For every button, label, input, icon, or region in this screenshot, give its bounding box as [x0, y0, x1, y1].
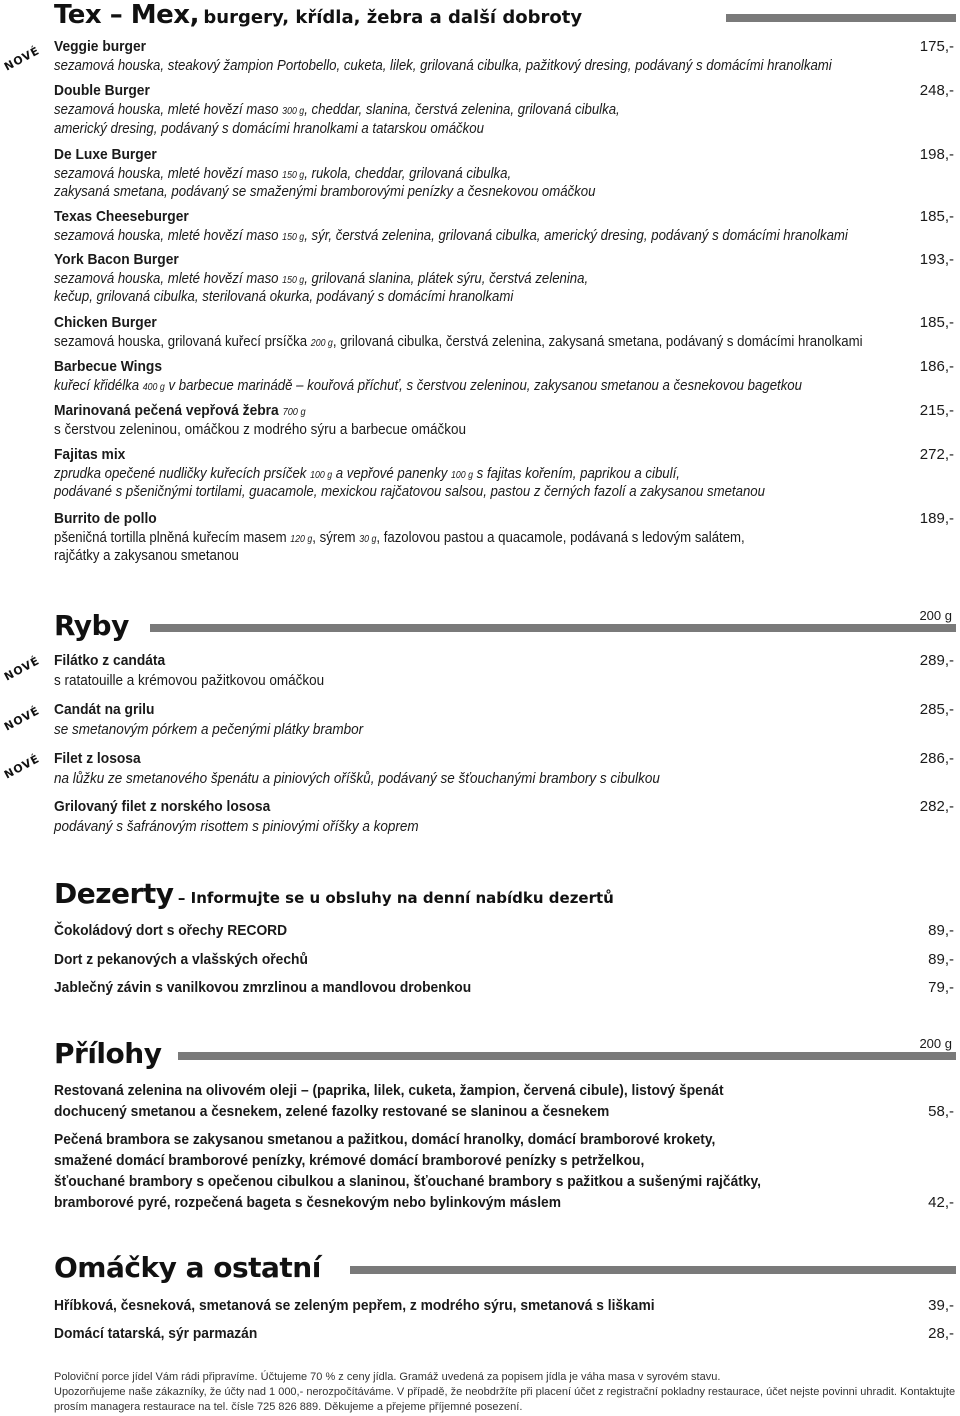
- menu-item-name: Grilovaný filet z norského lososa: [54, 798, 271, 815]
- section-title: Přílohy: [54, 1037, 162, 1070]
- new-badge: NOVÉ: [2, 752, 42, 782]
- section-subtitle: – Informujte se u obsluhy na denní nabídku dezertů: [177, 889, 614, 907]
- menu-item-name: Domácí tatarská, sýr parmazán: [54, 1325, 258, 1342]
- menu-item-desc: pšeničná tortilla plněná kuřecím masem 120 g, sýrem 30 g, fazolovou pastou a quacamole, podávaná s ledovým salátem,: [54, 529, 745, 546]
- menu-item-price: 89,-: [928, 922, 954, 939]
- menu-item-desc: sezamová houska, mleté hovězí maso 150 g, sýr, čerstvá zelenina, grilovaná cibulka, americký dresing, podávaný s domácími hranolkami: [54, 227, 848, 244]
- menu-item-desc: kečup, grilovaná cibulka, sterilovaná okurka, podávaný s domácími hranolkami: [54, 288, 514, 305]
- menu-item-price: 272,-: [919, 446, 954, 463]
- menu-item-name: Restovaná zelenina na olivovém oleji – (paprika, lilek, cuketa, žampion, červená cibule), listový špenát: [54, 1082, 724, 1099]
- menu-item-price: 58,-: [928, 1103, 954, 1120]
- menu-item-name: smažené domácí bramborové penízky, krémové domácí bramborové penízky s petrželkou,: [54, 1152, 645, 1169]
- footer-note: Upozorňujeme naše zákazníky, že účty nad 1 000,- nerozpočítáváme. V případě, že neobdržíte při placení účet z registrační pokladny restaurace, účet nejste povinni uhradit. Kontaktujte: [54, 1386, 956, 1398]
- footer-note: prosím managera restaurace na tel. čísle 725 826 889. Děkujeme a přejeme příjemné posezení.: [54, 1401, 523, 1413]
- menu-item-desc: se smetanovým pórkem a pečenými plátky brambor: [54, 721, 364, 738]
- new-badge: NOVÉ: [2, 654, 42, 684]
- section-rule: [150, 624, 956, 632]
- menu-item-price: 186,-: [919, 358, 954, 375]
- footer-note: Poloviční porce jídel Vám rádi připravíme. Účtujeme 70 % z ceny jídla. Gramáž uvedená za popisem jídla je váha masa v syrovém stavu.: [54, 1371, 721, 1383]
- menu-item-desc: sezamová houska, mleté hovězí maso 150 g, grilovaná slanina, plátek sýru, čerstvá zelenina,: [54, 270, 589, 287]
- menu-item-desc: zakysaná smetana, podávaný se smaženými bramborovými penízky a česnekovou omáčkou: [54, 183, 596, 200]
- menu-item-desc: s čerstvou zeleninou, omáčkou z modrého sýru a barbecue omáčkou: [54, 421, 466, 438]
- menu-item-price: 185,-: [919, 314, 954, 331]
- menu-item-price: 185,-: [919, 208, 954, 225]
- menu-item-price: 289,-: [919, 652, 954, 669]
- menu-item-price: 42,-: [928, 1194, 954, 1211]
- menu-item-name: šťouchané brambory s opečenou cibulkou a slaninou, šťouchané brambory s pažitkou a sušenými rajčátky,: [54, 1173, 762, 1190]
- new-badge: NOVÉ: [2, 704, 42, 734]
- menu-item-name: Jablečný závin s vanilkovou zmrzlinou a mandlovou drobenkou: [54, 979, 472, 996]
- section-dezerty-header: [54, 877, 614, 910]
- section-rule: [178, 1052, 956, 1060]
- menu-item-name: Burrito de pollo: [54, 510, 157, 527]
- menu-item-price: 89,-: [928, 951, 954, 968]
- menu-item-desc: sezamová houska, mleté hovězí maso 150 g, rukola, cheddar, grilovaná cibulka,: [54, 165, 512, 182]
- menu-item-name: Candát na grilu: [54, 701, 155, 718]
- menu-item-name: Fajitas mix: [54, 446, 126, 463]
- menu-item-name: dochucený smetanou a česnekem, zelené fazolky restované se slaninou a česnekem: [54, 1103, 610, 1120]
- menu-item-desc: zprudka opečené nudličky kuřecích prsíček 100 g a vepřové panenky 100 g s fajitas kořením, paprikou a cibulí,: [54, 465, 680, 482]
- menu-item-name: Chicken Burger: [54, 314, 157, 331]
- menu-item-name: Texas Cheeseburger: [54, 208, 189, 225]
- menu-item-name: Filet z lososa: [54, 750, 141, 767]
- menu-item-desc: kuřecí křidélka 400 g v barbecue marinádě – kouřová příchuť, s čerstvou zeleninou, zakysanou smetanou a česnekovou bagetkou: [54, 377, 803, 394]
- menu-item-name: York Bacon Burger: [54, 251, 179, 268]
- section-subtitle: burgery, křídla, žebra a další dobroty: [203, 7, 583, 28]
- menu-item-desc: sezamová houska, steakový žampion Portobello, cuketa, lilek, grilovaná cibulka, pažitkový dresing, podávaný s domácími hranolkami: [54, 57, 832, 74]
- section-title: Tex – Mex,: [54, 0, 199, 30]
- menu-item-desc: podávané s pšeničnými tortilami, guacamole, mexickou rajčatovou salsou, pastou z černých fazolí a zakysanou smetanou: [54, 483, 765, 500]
- section-weight: 200 g: [919, 608, 952, 623]
- menu-item-desc: s ratatouille a krémovou pažitkovou omáčkou: [54, 672, 325, 689]
- menu-item-desc: na lůžku ze smetanového špenátu a piniových oříšků, podávaný se šťouchanými brambory s cibulkou: [54, 770, 660, 787]
- menu-item-price: 79,-: [928, 979, 954, 996]
- menu-item-name: Hříbková, česneková, smetanová se zeleným pepřem, z modrého sýru, smetanová s liškami: [54, 1297, 655, 1314]
- menu-item-price: 28,-: [928, 1325, 954, 1342]
- menu-item-price: 175,-: [919, 38, 954, 55]
- menu-item-desc: rajčátky a zakysanou smetanou: [54, 547, 239, 564]
- menu-item-price: 189,-: [919, 510, 954, 527]
- menu-item-name: Marinovaná pečená vepřová žebra 700 g: [54, 402, 306, 419]
- menu-item-name: Čokoládový dort s ořechy RECORD: [54, 922, 288, 939]
- menu-item-name: Barbecue Wings: [54, 358, 163, 375]
- menu-item-name: Double Burger: [54, 82, 150, 99]
- menu-item-price: 215,-: [919, 402, 954, 419]
- section-rule: [54, 912, 956, 914]
- menu-item-name: De Luxe Burger: [54, 146, 157, 163]
- section-title: Omáčky a ostatní: [54, 1251, 321, 1284]
- menu-item-name: Filátko z candáta: [54, 652, 166, 669]
- new-badge: NOVÉ: [2, 44, 42, 74]
- menu-item-price: 193,-: [919, 251, 954, 268]
- menu-item-desc: americký dresing, podávaný s domácími hranolkami a tatarskou omáčkou: [54, 120, 484, 137]
- section-title: Ryby: [54, 609, 129, 642]
- menu-item-price: 286,-: [919, 750, 954, 767]
- menu-item-name: bramborové pyré, rozpečená bageta s česnekovým nebo bylinkovým máslem: [54, 1194, 561, 1211]
- menu-item-desc: sezamová houska, mleté hovězí maso 300 g, cheddar, slanina, čerstvá zelenina, grilovaná cibulka,: [54, 101, 620, 118]
- menu-item-name: Veggie burger: [54, 38, 147, 55]
- section-rule: [726, 14, 956, 22]
- section-title: Dezerty: [54, 877, 174, 910]
- menu-item-price: 285,-: [919, 701, 954, 718]
- menu-item-desc: podávaný s šafránovým risottem s piniovými oříšky a koprem: [54, 818, 419, 835]
- section-rule: [350, 1266, 956, 1274]
- menu-item-price: 248,-: [919, 82, 954, 99]
- menu-item-price: 198,-: [919, 146, 954, 163]
- menu-item-price: 282,-: [919, 798, 954, 815]
- section-texmex-header: [54, 2, 582, 28]
- menu-item-name: Pečená brambora se zakysanou smetanou a pažitkou, domácí hranolky, domácí bramborové krokety,: [54, 1131, 716, 1148]
- menu-item-price: 39,-: [928, 1297, 954, 1314]
- section-weight: 200 g: [919, 1036, 952, 1051]
- menu-item-desc: sezamová houska, grilovaná kuřecí prsíčka 200 g, grilovaná cibulka, čerstvá zelenina, zakysaná smetana, podávaný s domácími hranolkami: [54, 333, 863, 350]
- menu-item-name: Dort z pekanových a vlašských ořechů: [54, 951, 308, 968]
